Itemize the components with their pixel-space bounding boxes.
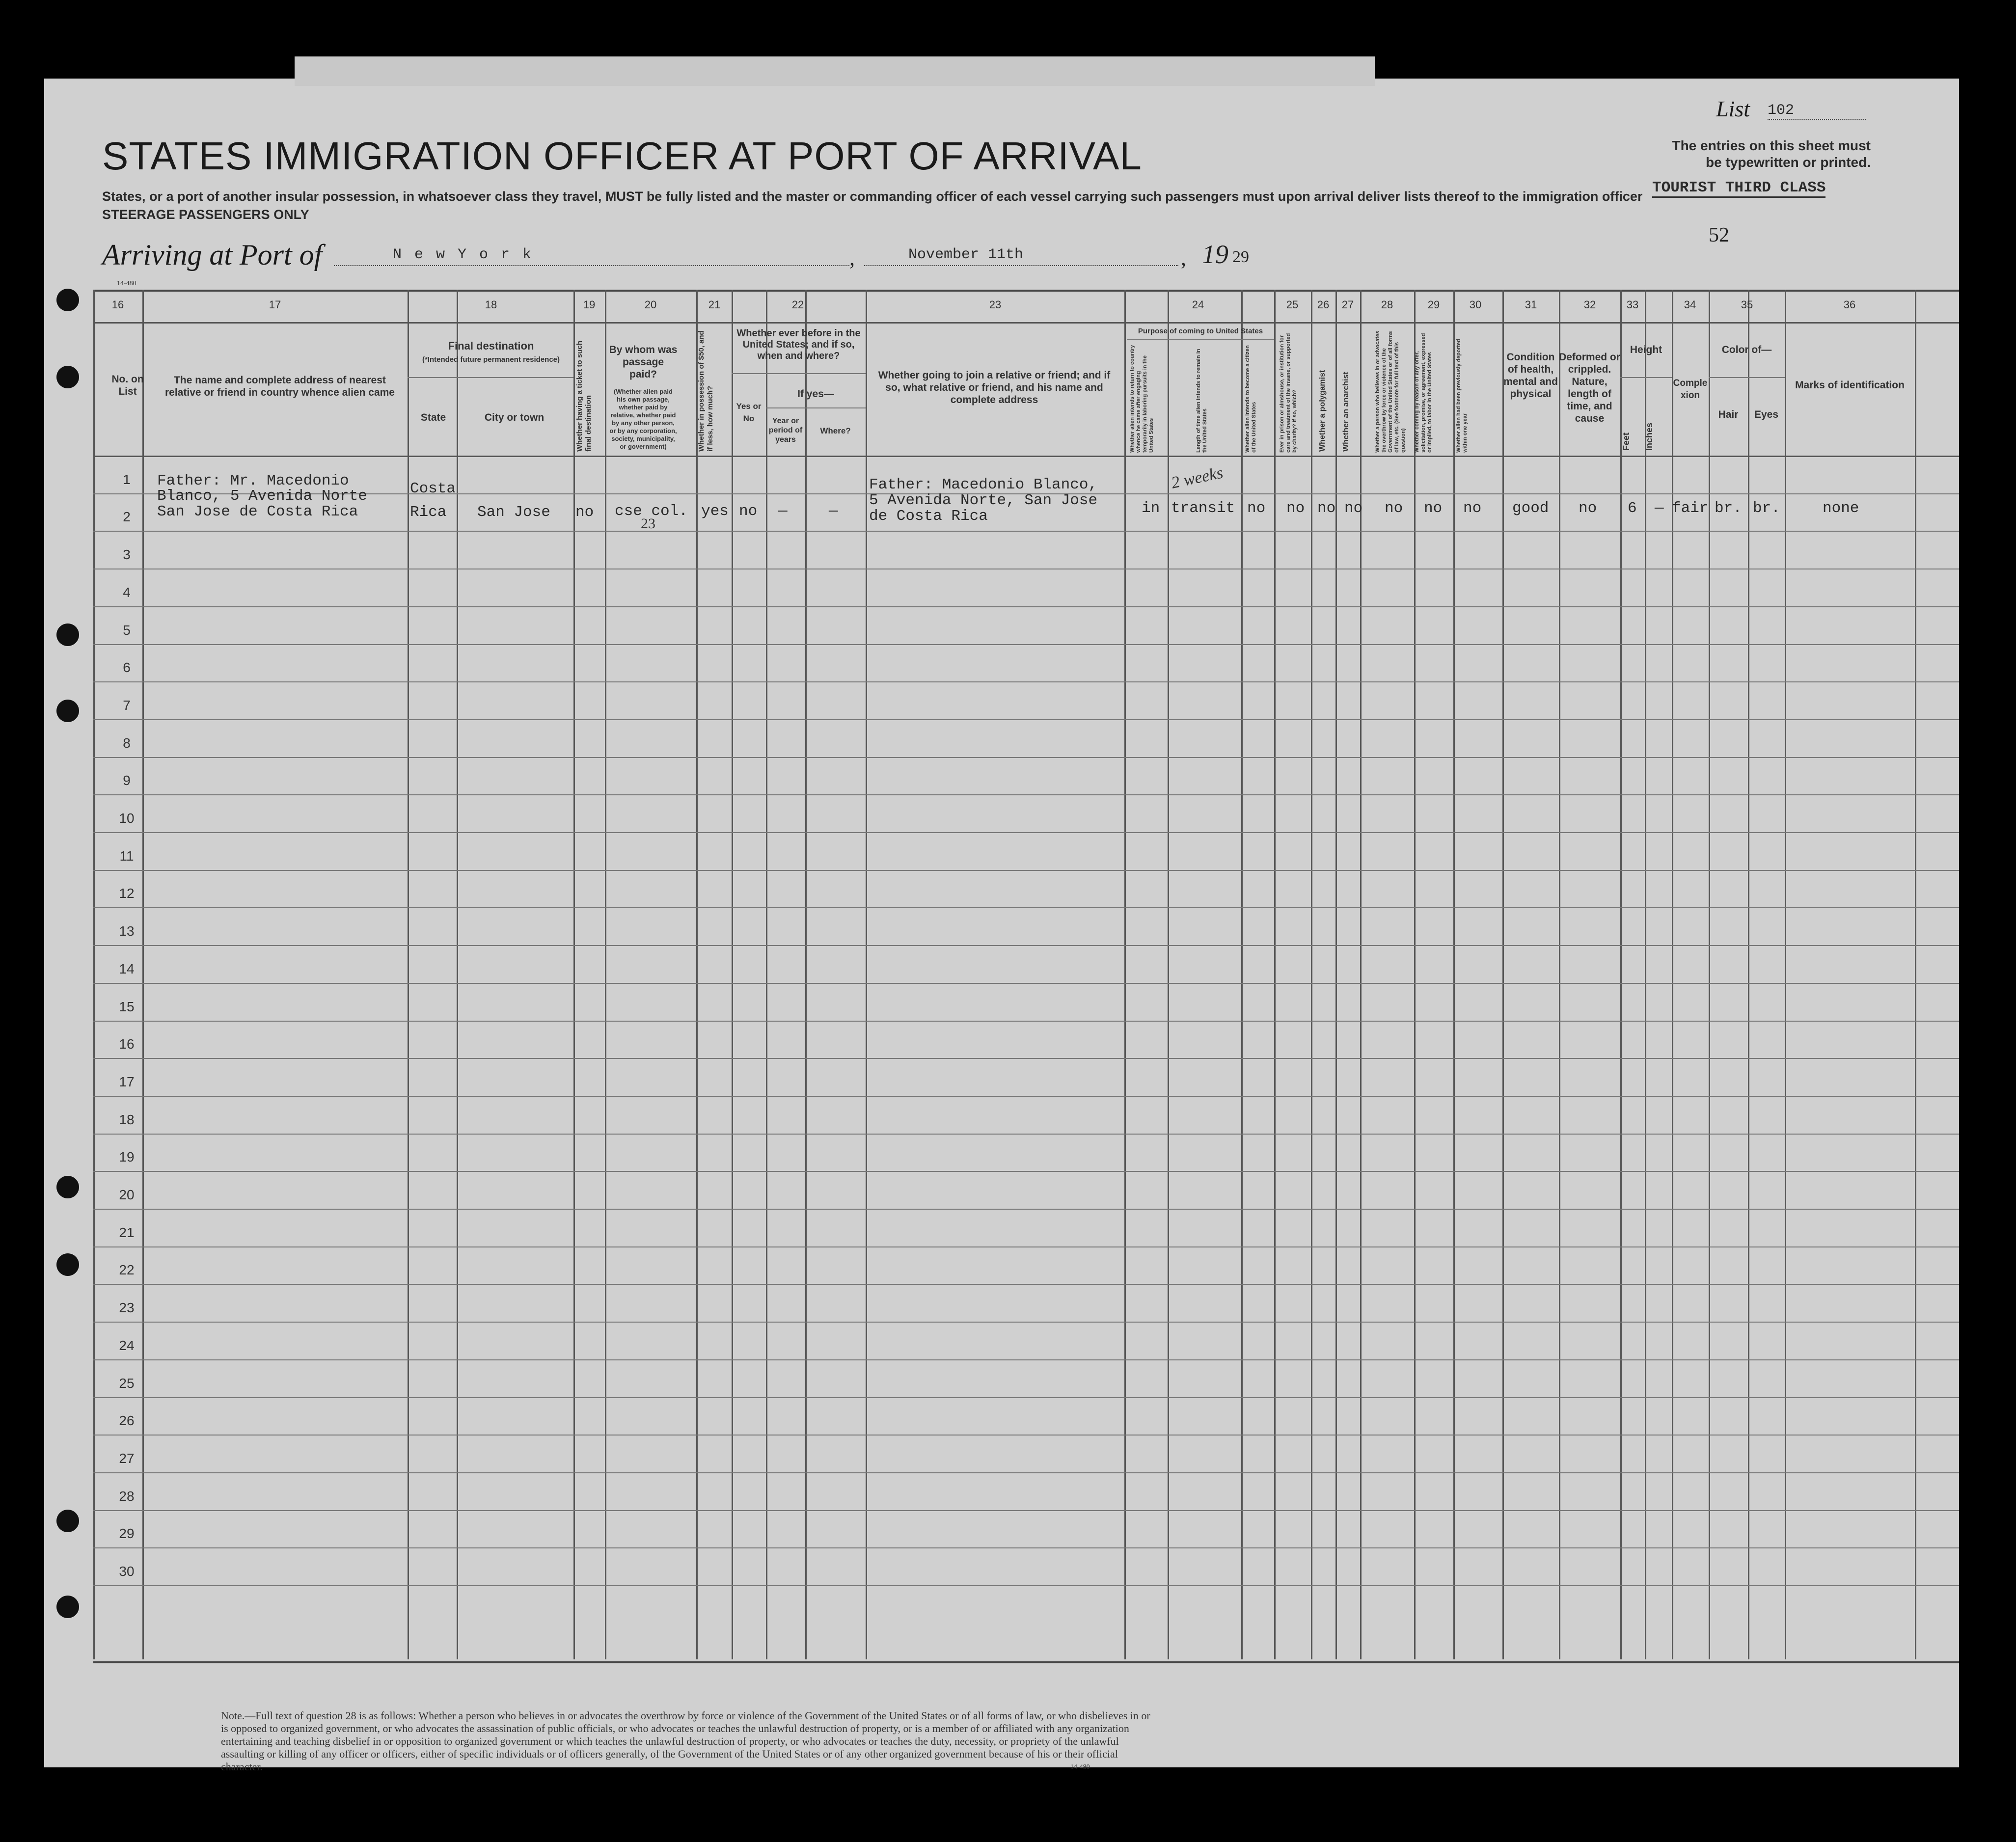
col23-header: Whether going to join a relative or friend; and if so, what relative or friend, and his name and complete address <box>878 370 1111 406</box>
row-divider <box>93 757 1959 758</box>
page-title: STATES IMMIGRATION OFFICER AT PORT OF ARRIVAL <box>102 134 1142 178</box>
comma: , <box>1181 246 1186 270</box>
column-number: 24 <box>1192 298 1204 311</box>
row-divider <box>93 606 1959 607</box>
entry-join-line2: 5 Avenida Norte, San Jose <box>869 492 1098 509</box>
column-divider <box>1915 290 1916 1659</box>
entry-feet: 6 <box>1628 500 1637 517</box>
column-number: 22 <box>791 298 804 311</box>
column-number: 29 <box>1427 298 1440 311</box>
list-number: 102 <box>1768 102 1866 120</box>
row-number: 2 <box>123 509 131 525</box>
column-divider <box>1502 290 1504 1659</box>
column-number: 28 <box>1381 298 1393 311</box>
sheet-top-strip <box>295 56 1375 86</box>
binder-hole <box>56 1253 79 1276</box>
column-divider <box>866 290 867 1659</box>
arrival-date: November 11th <box>908 246 1024 263</box>
entry-purpose-return: in <box>1142 500 1160 517</box>
row-divider <box>93 945 1959 946</box>
col24a-header: Whether alien intends to return to country whence he came after engaging temporarily in laboring pursuits in the United States <box>1129 345 1154 453</box>
form-code-bottom: 14-480 <box>1070 1763 1090 1771</box>
row-number: 6 <box>123 660 131 676</box>
col33-inches: Inches <box>1644 422 1654 451</box>
entry-prison: no <box>1286 500 1305 517</box>
column-number: 21 <box>708 298 721 311</box>
column-number: 30 <box>1469 298 1482 311</box>
col24-header: Purpose of coming to United States <box>1138 327 1263 335</box>
col18-header: Final destination <box>448 340 534 352</box>
entry-length-note: 2 weeks <box>1170 463 1225 492</box>
col24c-header: Whether alien intends to become a citizen of the United States <box>1245 345 1257 453</box>
year-prefix: 19 <box>1202 240 1228 269</box>
column-divider <box>1168 290 1169 1659</box>
row-number: 26 <box>119 1413 135 1429</box>
row-number: 4 <box>123 584 131 600</box>
row-divider <box>93 1246 1959 1247</box>
column-number: 31 <box>1525 298 1537 311</box>
col19-header: Whether having a ticket to such final destination <box>575 341 593 452</box>
entry-complexion: fair <box>1672 500 1709 517</box>
binder-hole <box>56 289 79 311</box>
entry-anarchist: no <box>1344 500 1363 517</box>
page-number: 52 <box>1709 224 1729 246</box>
row-divider <box>93 1435 1959 1436</box>
row-divider <box>93 531 1959 532</box>
column-divider <box>1748 290 1749 1659</box>
year-suffix: 29 <box>1232 248 1249 266</box>
col18-state: State <box>420 412 446 423</box>
binder-hole <box>56 1176 79 1198</box>
column-number: 26 <box>1317 298 1330 311</box>
row-divider <box>93 1397 1959 1398</box>
row-divider <box>93 1510 1959 1511</box>
entry-paid-by-extra: 23 <box>641 515 655 532</box>
row-divider <box>93 1322 1959 1323</box>
entry-q28: no <box>1385 500 1403 517</box>
class-label: TOURIST THIRD CLASS <box>1652 179 1825 198</box>
col22-ifyes: If yes— <box>797 388 834 400</box>
col17-header: The name and complete address of nearest relative or friend in country whence alien came <box>165 375 395 398</box>
col27-header: Whether an anarchist <box>1342 372 1350 452</box>
entry-city: San Jose <box>477 504 550 521</box>
arriving-label: Arriving at Port of <box>102 239 323 271</box>
row-number: 9 <box>123 773 131 788</box>
row-number: 23 <box>119 1300 135 1316</box>
column-number: 19 <box>583 298 596 311</box>
column-divider <box>766 290 767 1659</box>
col34-header: Complexion <box>1673 378 1708 401</box>
row-number: 10 <box>119 811 135 826</box>
column-divider <box>408 290 409 1659</box>
binder-hole <box>56 366 79 388</box>
column-divider <box>573 290 575 1659</box>
row-number: 22 <box>119 1262 135 1278</box>
column-number: 33 <box>1626 298 1639 311</box>
column-number: 32 <box>1583 298 1596 311</box>
entry-ticket: no <box>575 504 594 521</box>
column-divider <box>1335 290 1337 1659</box>
binder-hole <box>56 623 79 646</box>
entry-year: — <box>778 503 788 520</box>
column-divider <box>457 290 458 1659</box>
entry-purpose-citizen: no <box>1247 500 1266 517</box>
column-divider <box>93 290 95 1659</box>
row-divider <box>93 1284 1959 1285</box>
row-divider <box>93 1021 1959 1022</box>
column-divider <box>1645 290 1646 1659</box>
col22-where: Where? <box>820 426 851 435</box>
column-number: 25 <box>1286 298 1299 311</box>
column-divider <box>1453 290 1455 1659</box>
typewritten-instruction: The entries on this sheet must be typewritten or printed. <box>1672 138 1871 170</box>
col31-header: Condition of health, mental and physical <box>1503 352 1558 400</box>
entry-hair: br. <box>1715 500 1742 517</box>
row-divider <box>93 983 1959 984</box>
row-number: 21 <box>119 1224 135 1240</box>
entry-before-in-us: no <box>739 503 758 520</box>
entry-state-line1: Costa <box>410 480 456 497</box>
row-divider <box>93 1209 1959 1210</box>
entry-q30: no <box>1463 500 1482 517</box>
column-divider <box>732 290 733 1659</box>
row-number: 14 <box>119 961 135 976</box>
column-number: 35 <box>1741 298 1753 311</box>
row-number: 17 <box>119 1074 135 1089</box>
row-number: 11 <box>119 848 134 864</box>
col22-header: Whether ever before in the United States; and if so, when and where? <box>736 328 861 361</box>
steerage-label: STEERAGE PASSENGERS ONLY <box>102 207 309 222</box>
port-of-arrival: N e w Y o r k <box>393 246 534 263</box>
entry-paid-by: cse col. <box>615 503 688 520</box>
row-divider <box>93 1472 1959 1473</box>
entry-relative-line3: San Jose de Costa Rica <box>157 503 358 520</box>
column-number: 20 <box>644 298 657 311</box>
column-divider <box>1709 290 1710 1659</box>
row-number: 3 <box>123 547 131 563</box>
col16-header: No. on List <box>111 374 144 397</box>
col21-header: Whether in possession of $50, and if less, how much? <box>697 330 714 452</box>
row-divider <box>93 794 1959 795</box>
col29-header: Whether coming by reason of any offer, solicitation, promise, or agreement, expressed or implied, to labor in the United States <box>1414 333 1433 453</box>
row-number: 5 <box>123 622 131 638</box>
list-label: List <box>1716 96 1750 121</box>
column-divider <box>1559 290 1560 1659</box>
column-divider <box>1414 290 1416 1659</box>
entry-join-line1: Father: Macedonio Blanco, <box>869 476 1098 493</box>
column-divider <box>1241 290 1243 1659</box>
column-divider <box>605 290 606 1659</box>
column-divider <box>1274 290 1276 1659</box>
entry-has-50: yes <box>701 503 729 520</box>
col33-feet: Feet <box>1621 432 1631 451</box>
entry-health: good <box>1512 500 1549 517</box>
col26-header: Whether a polygamist <box>1318 370 1327 452</box>
binder-hole <box>56 700 79 722</box>
entry-join-line3: de Costa Rica <box>869 508 988 525</box>
binder-hole <box>56 1510 79 1532</box>
col28-header: Whether a person who believes in or advocates the overthrow by force or violence of the Government of the United States or of all forms of law, etc. (See footnote for full text of this question) <box>1375 330 1406 453</box>
col35-eyes: Eyes <box>1754 409 1779 420</box>
row-number: 28 <box>119 1488 135 1504</box>
row-divider <box>93 870 1959 871</box>
row-number: 13 <box>119 923 135 939</box>
entry-polygamist: no <box>1317 500 1336 517</box>
row-divider <box>93 1585 1959 1586</box>
row-divider <box>93 719 1959 720</box>
column-divider <box>1672 290 1673 1659</box>
col32-header: Deformed or crippled. Nature, length of time, and cause <box>1559 352 1620 424</box>
entry-state-line2: Rica <box>410 504 447 521</box>
col22-yesno: Yes or No <box>736 402 762 423</box>
entry-eyes: br. <box>1753 500 1780 517</box>
entry-q29: no <box>1424 500 1443 517</box>
row-number: 27 <box>119 1450 135 1466</box>
row-divider <box>93 1171 1959 1172</box>
row-divider <box>93 832 1959 833</box>
entry-relative-line1: Father: Mr. Macedonio <box>157 472 349 489</box>
row-number: 19 <box>119 1149 135 1165</box>
column-number: 27 <box>1341 298 1354 311</box>
row-divider <box>93 1547 1959 1548</box>
column-divider <box>805 290 807 1659</box>
row-number: 18 <box>119 1111 135 1127</box>
col35-hair: Hair <box>1718 409 1739 420</box>
col18-city: City or town <box>484 412 545 423</box>
entry-relative-line2: Blanco, 5 Avenida Norte <box>157 488 367 505</box>
form-code-top: 14-480 <box>117 280 136 287</box>
col35-header: Color of— <box>1721 344 1772 355</box>
column-divider <box>1620 290 1622 1659</box>
column-number: 23 <box>989 298 1002 311</box>
col20-note: (Whether alien paid his own passage, whether paid by relative, whether paid by any other person, or by any corporation, society, municipality, or government) <box>609 388 677 450</box>
column-divider <box>1785 290 1786 1659</box>
row-number: 20 <box>119 1187 135 1202</box>
row-number: 24 <box>119 1337 135 1353</box>
entry-inches: — <box>1655 500 1664 517</box>
entry-where: — <box>829 503 838 520</box>
column-number: 16 <box>111 298 124 311</box>
row-number: 12 <box>119 886 135 901</box>
col22-year: Year or period of years <box>768 417 803 444</box>
column-number: 17 <box>269 298 281 311</box>
comma: , <box>849 246 855 270</box>
column-divider <box>1124 290 1126 1659</box>
row-number: 1 <box>123 471 131 487</box>
header-subtitle: States, or a port of another insular possession, in whatsoever class they travel, MUST be fully listed and the master or commanding officer of each vessel carrying such passengers must upon arrival deliver lists thereof to the immigration officer <box>102 189 1643 204</box>
row-number: 8 <box>123 735 131 751</box>
entry-deformed: no <box>1579 500 1597 517</box>
row-divider <box>93 1134 1959 1135</box>
entry-marks: none <box>1823 500 1859 517</box>
col25-header: Ever in prison or almshouse, or institution for care and treatment of the insane, or supported by charity? If so, which? <box>1279 333 1298 453</box>
row-number: 29 <box>119 1526 135 1542</box>
column-number: 18 <box>485 298 497 311</box>
col36-header: Marks of identification <box>1795 379 1905 391</box>
row-number: 25 <box>119 1375 135 1391</box>
col33-header: Height <box>1630 344 1662 355</box>
row-number: 16 <box>119 1036 135 1052</box>
col24b-header: Length of time alien intends to remain in the United States <box>1196 349 1208 453</box>
footnote: Note.—Full text of question 28 is as follows: Whether a person who believes in or advocates the overthrow by force or violence of the Government of the United States or of all forms of law, or who disbelieves in or is opposed to organized government, or who advocates the assassination of public officials, or who advocates or teaches the unlawful destruction of property, or is a member of or affiliated with any organization entertaining and teaching disbelief in or opposition to organized government or which teaches the unlawful destruction of property, or who advocates or teaches the duty, necessity, or propriety of the unlawful assaulting or killing of any officer or officers, either of specific individuals or of officers generally, of the Government of the United States or of any other organized government because of his or their official character. <box>221 1709 1150 1773</box>
binder-hole <box>56 1596 79 1618</box>
column-number: 34 <box>1684 298 1696 311</box>
row-divider <box>93 1058 1959 1059</box>
row-number: 30 <box>119 1564 135 1579</box>
column-divider <box>142 290 144 1659</box>
column-divider <box>1360 290 1362 1659</box>
row-divider <box>93 907 1959 908</box>
col20-header: By whom was passage paid? <box>609 344 678 380</box>
column-divider <box>1311 290 1312 1659</box>
col18-note: (*Intended future permanent residence) <box>422 355 560 364</box>
row-divider <box>93 1096 1959 1097</box>
row-divider <box>93 681 1959 682</box>
row-number: 7 <box>123 697 131 713</box>
column-divider <box>696 290 698 1659</box>
row-divider <box>93 1359 1959 1360</box>
row-number: 15 <box>119 999 135 1014</box>
column-number: 36 <box>1843 298 1856 311</box>
col30-header: Whether alien had been previously deported within one year <box>1456 339 1468 453</box>
row-divider <box>93 644 1959 645</box>
entry-purpose-length: transit <box>1171 500 1235 517</box>
